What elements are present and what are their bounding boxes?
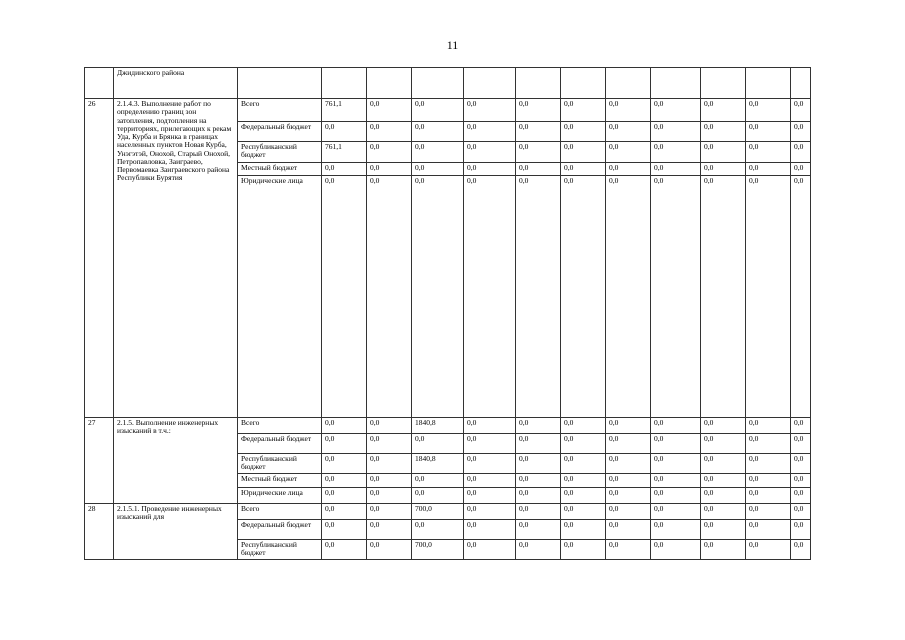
funding-source: Республиканский бюджет [238, 142, 322, 163]
value-cell: 0,0 [464, 540, 516, 560]
value-cell: 0,0 [701, 434, 746, 454]
funding-source: Федеральный бюджет [238, 434, 322, 454]
funding-source: Федеральный бюджет [238, 520, 322, 540]
value-cell: 0,0 [516, 474, 561, 488]
funding-source: Всего [238, 418, 322, 434]
value-cell: 0,0 [464, 488, 516, 504]
value-cell: 0,0 [367, 163, 412, 176]
value-cell: 0,0 [367, 418, 412, 434]
value-cell: 0,0 [701, 504, 746, 520]
value-cell: 0,0 [367, 474, 412, 488]
table-row [85, 99, 811, 122]
value-cell: 0,0 [606, 434, 651, 454]
value-cell: 0,0 [791, 142, 811, 163]
value-cell: 0,0 [651, 434, 701, 454]
value-cell: 0,0 [322, 540, 367, 560]
value-cell: 0,0 [606, 176, 651, 418]
value-cell: 0,0 [464, 99, 516, 122]
value-cell: 0,0 [791, 520, 811, 540]
funding-source [238, 68, 322, 99]
value-cell: 0,0 [701, 418, 746, 434]
value-cell: 0,0 [651, 142, 701, 163]
value-cell: 0,0 [322, 488, 367, 504]
value-cell: 0,0 [367, 454, 412, 474]
value-cell: 0,0 [516, 176, 561, 418]
value-cell: 0,0 [322, 176, 367, 418]
funding-source: Всего [238, 504, 322, 520]
value-cell: 0,0 [791, 488, 811, 504]
value-cell: 0,0 [651, 488, 701, 504]
value-cell: 0,0 [322, 122, 367, 142]
funding-source: Всего [238, 99, 322, 122]
value-cell: 0,0 [322, 474, 367, 488]
value-cell: 700,0 [412, 540, 464, 560]
funding-source: Юридические лица [238, 176, 322, 418]
value-cell: 0,0 [516, 434, 561, 454]
value-cell: 0,0 [651, 520, 701, 540]
value-cell: 0,0 [701, 122, 746, 142]
value-cell: 0,0 [791, 504, 811, 520]
value-cell: 0,0 [464, 418, 516, 434]
value-cell: 0,0 [412, 520, 464, 540]
funding-source: Местный бюджет [238, 474, 322, 488]
value-cell: 0,0 [322, 163, 367, 176]
value-cell: 0,0 [791, 418, 811, 434]
value-cell: 0,0 [791, 163, 811, 176]
value-cell: 0,0 [606, 122, 651, 142]
value-cell: 0,0 [464, 176, 516, 418]
value-cell: 0,0 [791, 176, 811, 418]
value-cell: 1840,8 [412, 418, 464, 434]
value-cell: 0,0 [746, 99, 791, 122]
value-cell: 0,0 [606, 540, 651, 560]
value-cell: 0,0 [746, 142, 791, 163]
value-cell [561, 68, 606, 99]
value-cell: 0,0 [322, 434, 367, 454]
value-cell: 0,0 [516, 540, 561, 560]
value-cell: 0,0 [516, 418, 561, 434]
table-row [85, 504, 811, 520]
value-cell: 0,0 [464, 142, 516, 163]
value-cell: 0,0 [516, 122, 561, 142]
measure-name: 2.1.4.3. Выполнение работ по определению границ зон затопления, подтопления на территориях, прилегающих к рекам Уда, Курба и Брянка в границах населенных пунктов Новая Курба, Унэгэтэй, Онохой, Старый Онохой, Петропавловка, Заиграево, Первомаевка Заиграевского района Республики Бурятия [114, 99, 238, 418]
funding-source: Местный бюджет [238, 163, 322, 176]
value-cell: 0,0 [367, 488, 412, 504]
value-cell: 0,0 [322, 504, 367, 520]
value-cell: 0,0 [561, 418, 606, 434]
value-cell: 0,0 [322, 520, 367, 540]
value-cell: 0,0 [561, 99, 606, 122]
measure-name: 2.1.5. Выполнение инженерных изысканий в т.ч.: [114, 418, 238, 504]
value-cell: 0,0 [746, 540, 791, 560]
value-cell: 0,0 [701, 474, 746, 488]
value-cell [746, 68, 791, 99]
budget-table [84, 67, 811, 560]
value-cell: 0,0 [367, 142, 412, 163]
value-cell: 0,0 [651, 99, 701, 122]
value-cell: 0,0 [561, 122, 606, 142]
table-row [85, 418, 811, 434]
value-cell: 761,1 [322, 142, 367, 163]
value-cell: 0,0 [561, 176, 606, 418]
value-cell: 0,0 [561, 163, 606, 176]
value-cell: 0,0 [367, 520, 412, 540]
value-cell: 0,0 [561, 540, 606, 560]
value-cell: 0,0 [606, 99, 651, 122]
value-cell: 0,0 [464, 504, 516, 520]
value-cell: 0,0 [367, 176, 412, 418]
value-cell: 0,0 [561, 488, 606, 504]
value-cell: 0,0 [464, 122, 516, 142]
value-cell: 0,0 [464, 520, 516, 540]
value-cell: 0,0 [746, 418, 791, 434]
value-cell: 0,0 [746, 504, 791, 520]
value-cell: 0,0 [516, 99, 561, 122]
value-cell: 0,0 [516, 454, 561, 474]
measure-name: 2.1.5.1. Проведение инженерных изысканий для [114, 504, 238, 560]
value-cell: 0,0 [701, 540, 746, 560]
value-cell: 0,0 [651, 122, 701, 142]
value-cell: 0,0 [606, 454, 651, 474]
value-cell: 761,1 [322, 99, 367, 122]
value-cell: 0,0 [701, 454, 746, 474]
value-cell: 0,0 [561, 520, 606, 540]
value-cell: 0,0 [701, 176, 746, 418]
value-cell: 0,0 [412, 99, 464, 122]
funding-source: Республиканский бюджет [238, 454, 322, 474]
value-cell: 0,0 [516, 520, 561, 540]
value-cell: 0,0 [367, 122, 412, 142]
value-cell: 0,0 [701, 488, 746, 504]
value-cell: 1840,8 [412, 454, 464, 474]
value-cell: 0,0 [367, 434, 412, 454]
value-cell [791, 68, 811, 99]
value-cell: 0,0 [791, 99, 811, 122]
funding-source: Юридические лица [238, 488, 322, 504]
value-cell [651, 68, 701, 99]
value-cell: 0,0 [464, 474, 516, 488]
value-cell: 0,0 [746, 454, 791, 474]
funding-source: Республиканский бюджет [238, 540, 322, 560]
row-number [85, 68, 114, 99]
value-cell: 0,0 [651, 474, 701, 488]
value-cell: 0,0 [606, 418, 651, 434]
value-cell: 0,0 [606, 142, 651, 163]
value-cell: 0,0 [516, 163, 561, 176]
value-cell: 0,0 [606, 474, 651, 488]
value-cell: 0,0 [367, 540, 412, 560]
value-cell: 0,0 [746, 163, 791, 176]
value-cell: 0,0 [516, 504, 561, 520]
budget-table-body [85, 68, 811, 560]
value-cell: 0,0 [746, 520, 791, 540]
value-cell: 0,0 [367, 99, 412, 122]
value-cell [412, 68, 464, 99]
value-cell: 0,0 [606, 163, 651, 176]
value-cell: 0,0 [412, 474, 464, 488]
row-number: 26 [85, 99, 114, 418]
value-cell: 0,0 [367, 504, 412, 520]
value-cell: 0,0 [746, 488, 791, 504]
value-cell: 0,0 [561, 142, 606, 163]
value-cell: 0,0 [322, 454, 367, 474]
value-cell: 0,0 [746, 176, 791, 418]
row-number: 28 [85, 504, 114, 560]
value-cell: 0,0 [791, 540, 811, 560]
row-number: 27 [85, 418, 114, 504]
value-cell [516, 68, 561, 99]
page-number: 11 [446, 38, 459, 52]
value-cell: 0,0 [322, 418, 367, 434]
value-cell: 0,0 [606, 504, 651, 520]
value-cell: 0,0 [701, 520, 746, 540]
value-cell: 0,0 [791, 122, 811, 142]
value-cell: 0,0 [561, 474, 606, 488]
value-cell: 0,0 [746, 434, 791, 454]
value-cell: 0,0 [561, 504, 606, 520]
value-cell: 0,0 [561, 454, 606, 474]
value-cell: 0,0 [464, 454, 516, 474]
value-cell [464, 68, 516, 99]
value-cell: 0,0 [651, 504, 701, 520]
value-cell: 0,0 [701, 99, 746, 122]
value-cell: 0,0 [651, 163, 701, 176]
value-cell: 0,0 [464, 434, 516, 454]
value-cell: 0,0 [561, 434, 606, 454]
value-cell: 0,0 [701, 163, 746, 176]
value-cell [701, 68, 746, 99]
value-cell: 0,0 [412, 488, 464, 504]
value-cell: 0,0 [606, 520, 651, 540]
funding-source: Федеральный бюджет [238, 122, 322, 142]
value-cell: 0,0 [412, 142, 464, 163]
value-cell: 0,0 [791, 454, 811, 474]
value-cell: 0,0 [412, 434, 464, 454]
value-cell: 0,0 [701, 142, 746, 163]
value-cell: 0,0 [791, 474, 811, 488]
value-cell: 0,0 [746, 474, 791, 488]
value-cell: 0,0 [606, 488, 651, 504]
value-cell: 0,0 [746, 122, 791, 142]
value-cell: 0,0 [412, 176, 464, 418]
value-cell: 0,0 [651, 418, 701, 434]
value-cell: 0,0 [412, 122, 464, 142]
value-cell: 0,0 [516, 142, 561, 163]
value-cell: 0,0 [464, 163, 516, 176]
value-cell: 0,0 [651, 176, 701, 418]
value-cell: 0,0 [651, 540, 701, 560]
value-cell: 0,0 [651, 454, 701, 474]
value-cell [606, 68, 651, 99]
table-row [85, 68, 811, 99]
measure-name: Джидинского района [114, 68, 238, 99]
value-cell: 0,0 [516, 488, 561, 504]
value-cell: 700,0 [412, 504, 464, 520]
value-cell [322, 68, 367, 99]
value-cell [367, 68, 412, 99]
value-cell: 0,0 [412, 163, 464, 176]
value-cell: 0,0 [791, 434, 811, 454]
